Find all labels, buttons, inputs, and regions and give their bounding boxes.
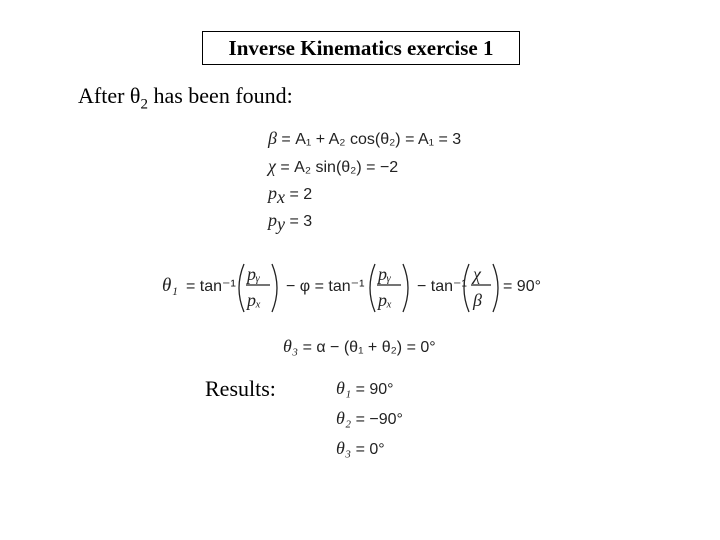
results-label: Results: — [205, 376, 276, 401]
result-theta3 — [336, 438, 385, 459]
equation-px — [268, 183, 312, 208]
frac1-denominator: pₓ — [247, 290, 262, 310]
theta1-mid: − φ = tan⁻¹ — [286, 278, 365, 295]
theta1-eq1: = tan⁻¹ — [186, 278, 236, 295]
intro-text — [78, 83, 293, 113]
left-paren-2 — [370, 264, 375, 312]
chi-symbol: χ — [268, 156, 276, 176]
frac2-denominator: pₓ — [378, 290, 393, 310]
px-subscript: x — [277, 187, 285, 208]
px-symbol: p — [268, 183, 277, 203]
slide-title — [202, 31, 520, 65]
equation-chi — [268, 156, 398, 177]
equation-theta1 — [158, 258, 558, 318]
theta3-lhs: θ₃ — [283, 336, 299, 356]
equation-beta — [268, 128, 461, 149]
px-rhs: = 2 — [289, 186, 313, 203]
frac2-numerator: pᵧ — [378, 264, 392, 284]
result-theta2-lhs: θ₂ — [336, 408, 352, 428]
frac1-numerator: pᵧ — [247, 264, 261, 284]
frac3-denominator: β — [473, 290, 482, 310]
beta-symbol: β — [268, 128, 277, 148]
slide-title-text: Inverse Kinematics exercise 1 — [228, 35, 494, 60]
theta1-lhs: θ₁ — [162, 275, 178, 296]
theta3-rhs: = α − (θ₁ + θ₂) = 0° — [302, 339, 436, 356]
intro-prefix: After — [78, 83, 130, 108]
result-theta1-rhs: = 90° — [355, 381, 394, 398]
result-theta3-lhs: θ₃ — [336, 438, 352, 458]
right-paren-2 — [403, 264, 408, 312]
py-subscript: y — [277, 214, 285, 235]
result-theta2-rhs: = −90° — [355, 411, 403, 428]
equation-theta3 — [283, 336, 436, 357]
intro-theta-symbol: θ — [129, 83, 141, 108]
result-theta3-rhs: = 0° — [355, 441, 385, 458]
intro-suffix: has been found: — [147, 83, 293, 108]
result-theta1 — [336, 378, 394, 399]
result-theta2 — [336, 408, 403, 429]
beta-rhs: = A₁ + A₂ cos(θ₂) = A₁ = 3 — [281, 131, 462, 148]
intro-theta-subscript: 2 — [140, 96, 148, 113]
result-theta1-lhs: θ₁ — [336, 378, 352, 398]
equation-py — [268, 210, 312, 235]
theta1-mid2: − tan⁻¹ — [417, 278, 467, 295]
theta1-rhs: = 90° — [503, 278, 541, 295]
frac3-numerator: χ — [473, 264, 481, 284]
py-rhs: = 3 — [289, 213, 313, 230]
chi-rhs: = A₂ sin(θ₂) = −2 — [280, 159, 399, 176]
py-symbol: p — [268, 210, 277, 230]
right-paren-3 — [493, 264, 498, 312]
left-paren-1 — [239, 264, 244, 312]
right-paren-1 — [272, 264, 277, 312]
